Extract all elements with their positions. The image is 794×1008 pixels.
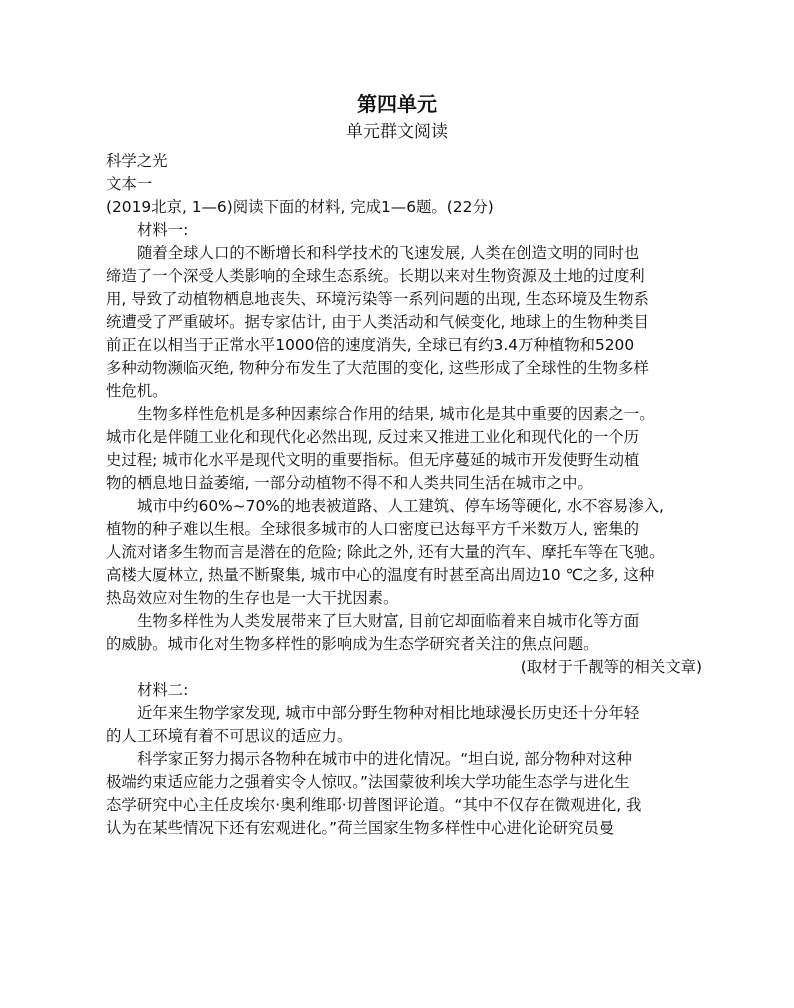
paragraph-line: 的威胁。城市化对生物多样性的影响成为生态学研究者关注的焦点问题。 [106,635,599,653]
paragraph-line: 多种动物濒临灭绝, 物种分布发生了大范围的变化, 这些形成了全球性的生物多样 [106,359,649,377]
paragraph-line: 认为在某些情况下还有宏观进化。”荷兰国家生物多样性中心进化论研究员曼 [106,819,615,837]
paragraph-line: 科学家正努力揭示各物种在城市中的进化情况。“坦白说, 部分物种对这种 [137,750,632,768]
paragraph-line: 高楼大厦林立, 热量不断聚集, 城市中心的温度有时甚至高出周边10 ℃之多, 这种 [106,566,655,584]
paragraph-line: 用, 导致了动植物栖息地丧失、环境污染等一系列问题的出现, 生态环境及生物系 [106,290,649,308]
paragraph-line: 统遭受了严重破坏。据专家估计, 由于人类活动和气候变化, 地球上的生物种类目 [106,313,649,331]
text-label: 文本一 [106,175,153,193]
material-label: 材料一: [137,221,189,239]
section-heading: 科学之光 [106,152,168,170]
paragraph-line: 植物的种子难以生根。全球很多城市的人口密度已达每平方千米数万人, 密集的 [106,520,640,538]
document-body [106,150,706,840]
question-instruction: (2019北京, 1—6)阅读下面的材料, 完成1—6题。(22分) [106,198,494,216]
paragraph-line: 城市中约60%~70%的地表被道路、人工建筑、停车场等硬化, 水不容易渗入, [137,497,664,515]
paragraph-line: 随着全球人口的不断增长和科学技术的飞速发展, 人类在创造文明的同时也 [137,244,640,262]
unit-title: 第四单元 [357,92,437,116]
paragraph-line: 近年来生物学家发现, 城市中部分野生物种对相比地球漫长历史还十分年轻 [137,704,640,722]
paragraph-line: 史过程; 城市化水平是现代文明的重要指标。但无序蔓延的城市开发使野生动植 [106,451,640,469]
paragraph-line: 生物多样性为人类发展带来了巨大财富, 目前它却面临着来自城市化等方面 [137,612,640,630]
paragraph-line: 性危机。 [106,382,168,400]
paragraph-line: 极端约束适应能力之强着实令人惊叹。”法国蒙彼利埃大学功能生态学与进化生 [106,773,630,791]
unit-subtitle: 单元群文阅读 [346,122,448,142]
paragraph-line: 物的栖息地日益萎缩, 一部分动植物不得不和人类共同生活在城市之中。 [106,474,593,492]
paragraph-line: 态学研究中心主任皮埃尔·奥利维耶·切普图评论道。“其中不仅存在微观进化, 我 [106,796,642,814]
material-label: 材料二: [137,681,189,699]
paragraph-line: 前正在以相当于正常水平1000倍的速度消失, 全球已有约3.4万种植物和5200 [106,336,635,354]
paragraph-line: 人流对诸多生物而言是潜在的危险; 除此之外, 还有大量的汽车、摩托车等在飞驰。 [106,543,665,561]
source-citation: (取材于千靓等的相关文章) [520,658,702,676]
paragraph-line: 生物多样性危机是多种因素综合作用的结果, 城市化是其中重要的因素之一。 [137,405,655,423]
paragraph-line: 城市化是伴随工业化和现代化必然出现, 反过来又推进工业化和现代化的一个历 [106,428,640,446]
paragraph-line: 的人工环境有着不可思议的适应力。 [106,727,353,745]
paragraph-line: 热岛效应对生物的生存也是一大干扰因素。 [106,589,399,607]
paragraph-line: 缔造了一个深受人类影响的全球生态系统。长期以来对生物资源及土地的过度利 [106,267,645,285]
